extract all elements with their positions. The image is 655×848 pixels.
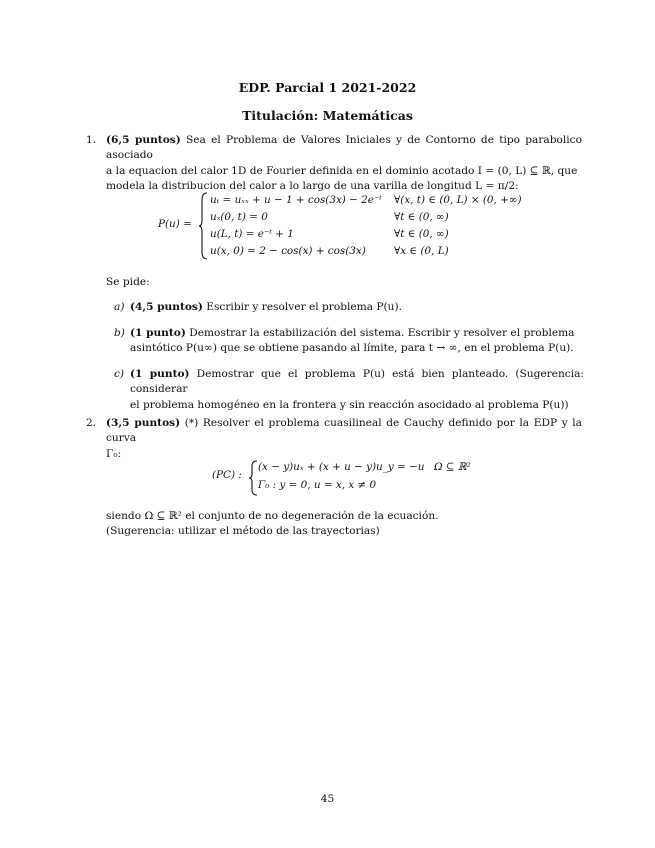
page-title: EDP. Parcial 1 2021-2022 — [238, 80, 417, 95]
problem-1-intro-line1: Sea el Problema de Valores Iniciales y de Contorno de tipo parabolico asociado — [106, 134, 582, 162]
item-c-text-line2: el problema homogéneo en la frontera y sin reacción asocidado al problema P(u)) — [130, 398, 569, 411]
problem-1 — [86, 133, 582, 194]
pc-equation-2: Γ₀ : y = 0, u = x, x ≠ 0 — [258, 479, 377, 491]
condition-4: ∀x ∈ (0, L) — [394, 245, 449, 257]
pc-equation-1: (x − y)uₓ + (x + u − y)u_y = −u — [258, 461, 425, 473]
system-lhs: P(u) = — [158, 218, 192, 230]
problem-1-points: (6,5 puntos) — [106, 134, 181, 146]
condition-3: ∀t ∈ (0, ∞) — [394, 228, 449, 240]
page-number: 45 — [320, 793, 335, 805]
problem-1-intro-line2: a la equacion del calor 1D de Fourier definida en el dominio acotado I = (0, L) ⊆ ℝ, que — [106, 164, 578, 177]
problem-2-after-line1: siendo Ω ⊆ ℝ² el conjunto de no degeneración de la ecuación. — [106, 510, 439, 522]
item-b-text-line1: Demostrar la estabilización del sistema. Escribir y resolver el problema — [189, 327, 575, 339]
item-a-text: Escribir y resolver el problema P(u). — [206, 301, 402, 313]
condition-1: ∀(x, t) ∈ (0, L) × (0, +∞) — [394, 194, 522, 206]
left-brace-icon — [198, 192, 208, 260]
condition-2: ∀t ∈ (0, ∞) — [394, 211, 449, 223]
problem-2-after — [106, 509, 576, 540]
page-subtitle: Titulación: Matemáticas — [242, 108, 413, 123]
se-pide: Se pide: — [106, 276, 150, 288]
problem-2-intro-line1: (*) Resolver el problema cuasilineal de Cauchy definido por la EDP y la curva — [106, 417, 582, 445]
equation-3: u(L, t) = e⁻ᵗ + 1 — [210, 228, 294, 240]
equation-4: u(x, 0) = 2 − cos(x) + cos(3x) — [210, 245, 366, 257]
item-a — [114, 300, 584, 315]
equation-1: uₜ = uₓₓ + u − 1 + cos(3x) − 2e⁻ᵗ — [210, 194, 382, 206]
item-b-points: (1 punto) — [130, 327, 186, 339]
problem-2-points: (3,5 puntos) — [106, 417, 181, 429]
problem-2-after-line2: (Sugerencia: utilizar el método de las trayectorias) — [106, 525, 380, 538]
problem-2 — [86, 416, 582, 462]
item-a-points: (4,5 puntos) — [130, 301, 203, 313]
item-a-label: a) — [114, 301, 125, 313]
equation-2: uₓ(0, t) = 0 — [210, 211, 268, 223]
item-b-label: b) — [114, 327, 125, 339]
problem-1-system — [158, 190, 538, 262]
item-b — [114, 326, 584, 357]
problem-1-intro-line3: modela la distribucion del calor a lo largo de una varilla de longitud L = π/2: — [106, 179, 519, 192]
problem-1-number: 1. — [86, 134, 97, 146]
problem-2-system — [212, 458, 512, 498]
pc-condition-1: Ω ⊆ ℝ² — [434, 461, 471, 473]
problem-2-intro-line2: Γ₀: — [106, 447, 122, 460]
item-c-points: (1 punto) — [130, 368, 190, 380]
left-brace-icon — [248, 460, 258, 496]
system-pc-lhs: (PC) : — [212, 469, 242, 481]
item-c — [114, 367, 584, 413]
item-c-text-line1: Demostrar que el problema P(u) está bien planteado. (Sugerencia: considerar — [130, 368, 584, 396]
problem-2-number: 2. — [86, 417, 97, 429]
item-b-text-line2: asintótico P(u∞) que se obtiene pasando al límite, para t → ∞, en el problema P(u). — [130, 342, 574, 355]
item-c-label: c) — [114, 368, 125, 380]
